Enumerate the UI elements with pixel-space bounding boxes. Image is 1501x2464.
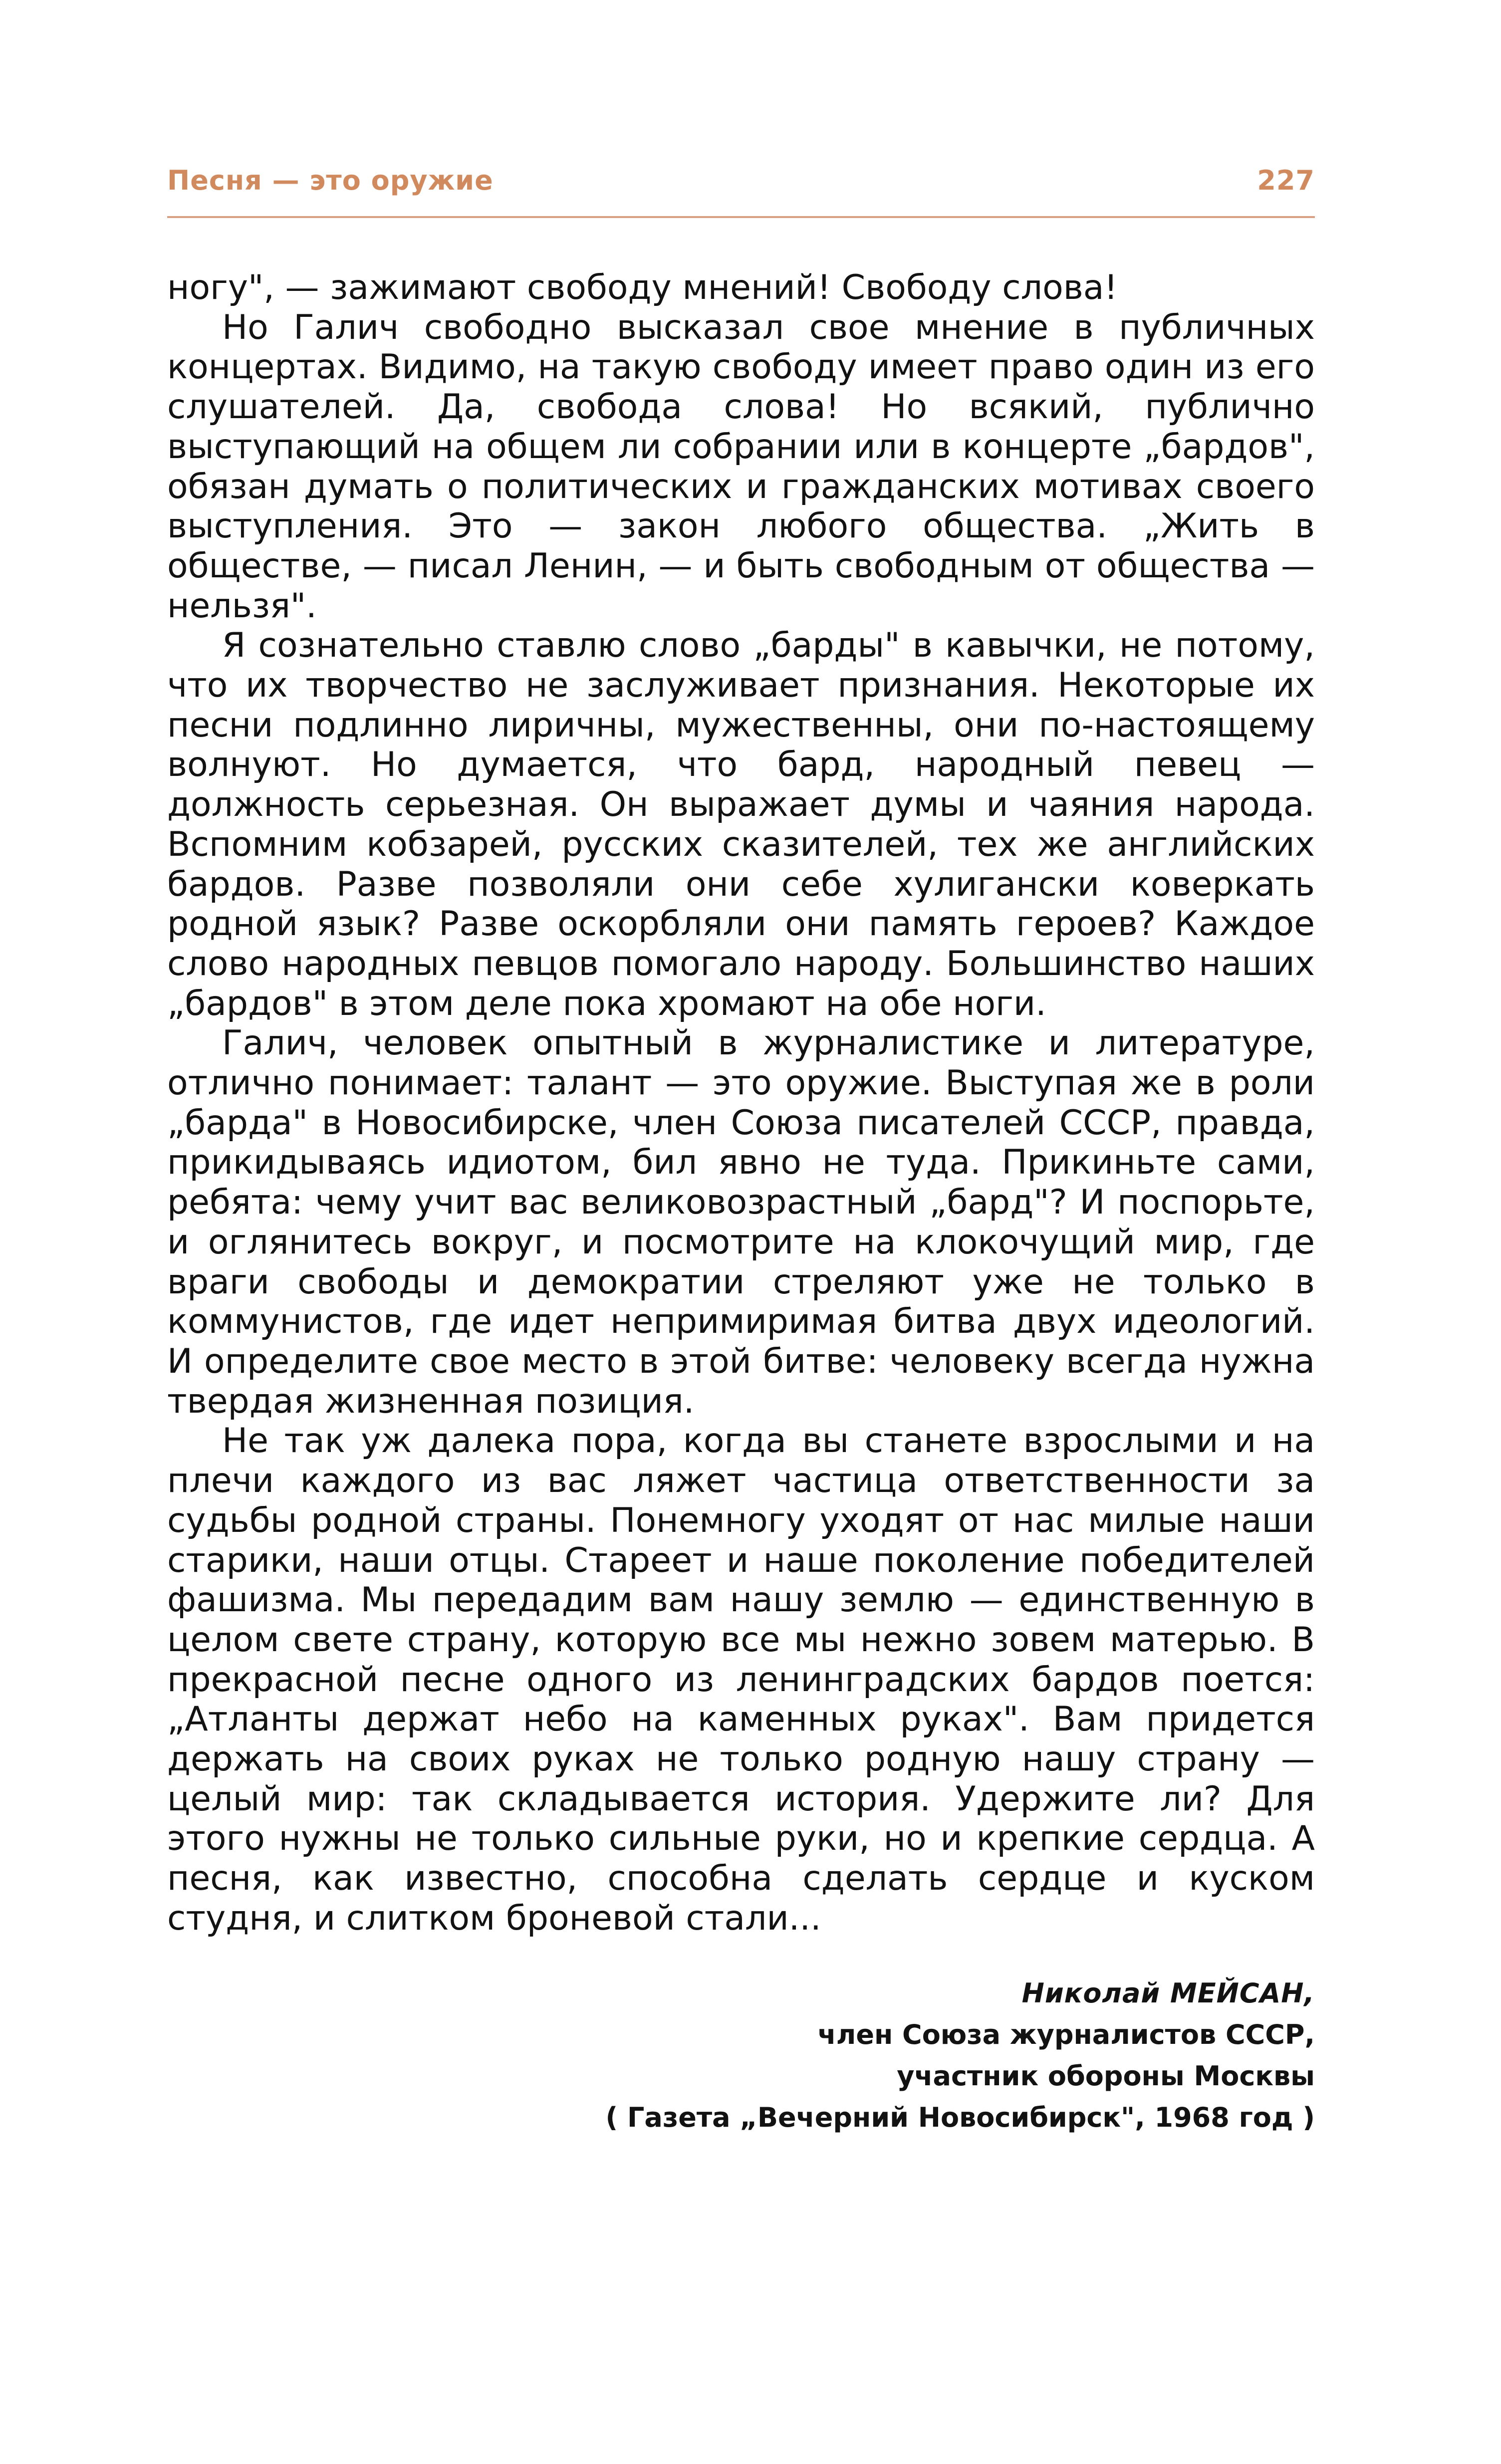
running-title: Песня — это оружие	[167, 165, 494, 196]
author-name: Николай МЕЙСАН,	[1021, 1977, 1315, 2009]
signature-block	[167, 1972, 1315, 2138]
author-note: участник обороны Москвы	[897, 2060, 1315, 2092]
paragraph: ногу", — зажимают свободу мнений! Свободу слова!	[167, 268, 1118, 307]
page-number: 227	[1257, 165, 1315, 196]
article-body	[167, 268, 1315, 1939]
page-header	[167, 165, 1315, 196]
source-citation: ( Газета „Вечерний Новосибирск", 1968 год )	[605, 2101, 1315, 2133]
header-divider	[167, 216, 1315, 218]
book-page	[167, 165, 1315, 2138]
paragraph: Не так уж далека пора, когда вы станете взрослыми и на плечи каждого из вас ляжет частица ответственности за судьбы родной страны. Понемногу уходят от нас милые наши старики, наши отцы. Стареет и наше поколение победителей фашизма. Мы передадим вам нашу землю — единственную в целом свете страну, которую все мы нежно зовем матерью. В прекрасной песне одного из ленинградских бардов поется: „Атланты держат небо на каменных руках". Вам придется держать на своих руках не только родную нашу страну — целый мир: так складывается история. Удержите ли? Для этого нужны не только сильные руки, но и крепкие сердца. А песня, как известно, способна сделать сердце и куском студня, и слитком броневой стали...	[167, 1421, 1315, 1938]
paragraph: Я сознательно ставлю слово „барды" в кавычки, не потому, что их творчество не заслуживает признания. Некоторые их песни подлинно лиричны, мужественны, они по-настоящему волнуют. Но думается, что бард, народный певец — должность серьезная. Он выражает думы и чаяния народа. Вспомним кобзарей, русских сказителей, тех же английских бардов. Разве позволяли они себе хулигански коверкать родной язык? Разве оскорбляли они память героев? Каждое слово народных певцов помогало народу. Большинство наших „бардов" в этом деле пока хромают на обе ноги.	[167, 626, 1315, 1023]
paragraph: Но Галич свободно высказал свое мнение в публичных концертах. Видимо, на такую свободу имеет право один из его слушателей. Да, свобода слова! Но всякий, публично выступающий на общем ли собрании или в концерте „бардов", обязан думать о политических и гражданских мотивах своего выступления. Это — закон любого общества. „Жить в обществе, — писал Ленин, — и быть свободным от общества — нельзя".	[167, 307, 1315, 626]
author-role: член Союза журналистов СССР,	[817, 2018, 1315, 2050]
paragraph: Галич, человек опытный в журналистике и литературе, отлично понимает: талант — это оружие. Выступая же в роли „барда" в Новосибирске, член Союза писателей СССР, правда, прикидываясь идиотом, бил явно не туда. Прикиньте сами, ребята: чему учит вас великовозрастный „бард"? И поспорьте, и оглянитесь вокруг, и посмотрите на клокочущий мир, где враги свободы и демократии стреляют уже не только в коммунистов, где идет непримиримая битва двух идеологий. И определите свое место в этой битве: человеку всегда нужна твердая жизненная позиция.	[167, 1023, 1315, 1421]
